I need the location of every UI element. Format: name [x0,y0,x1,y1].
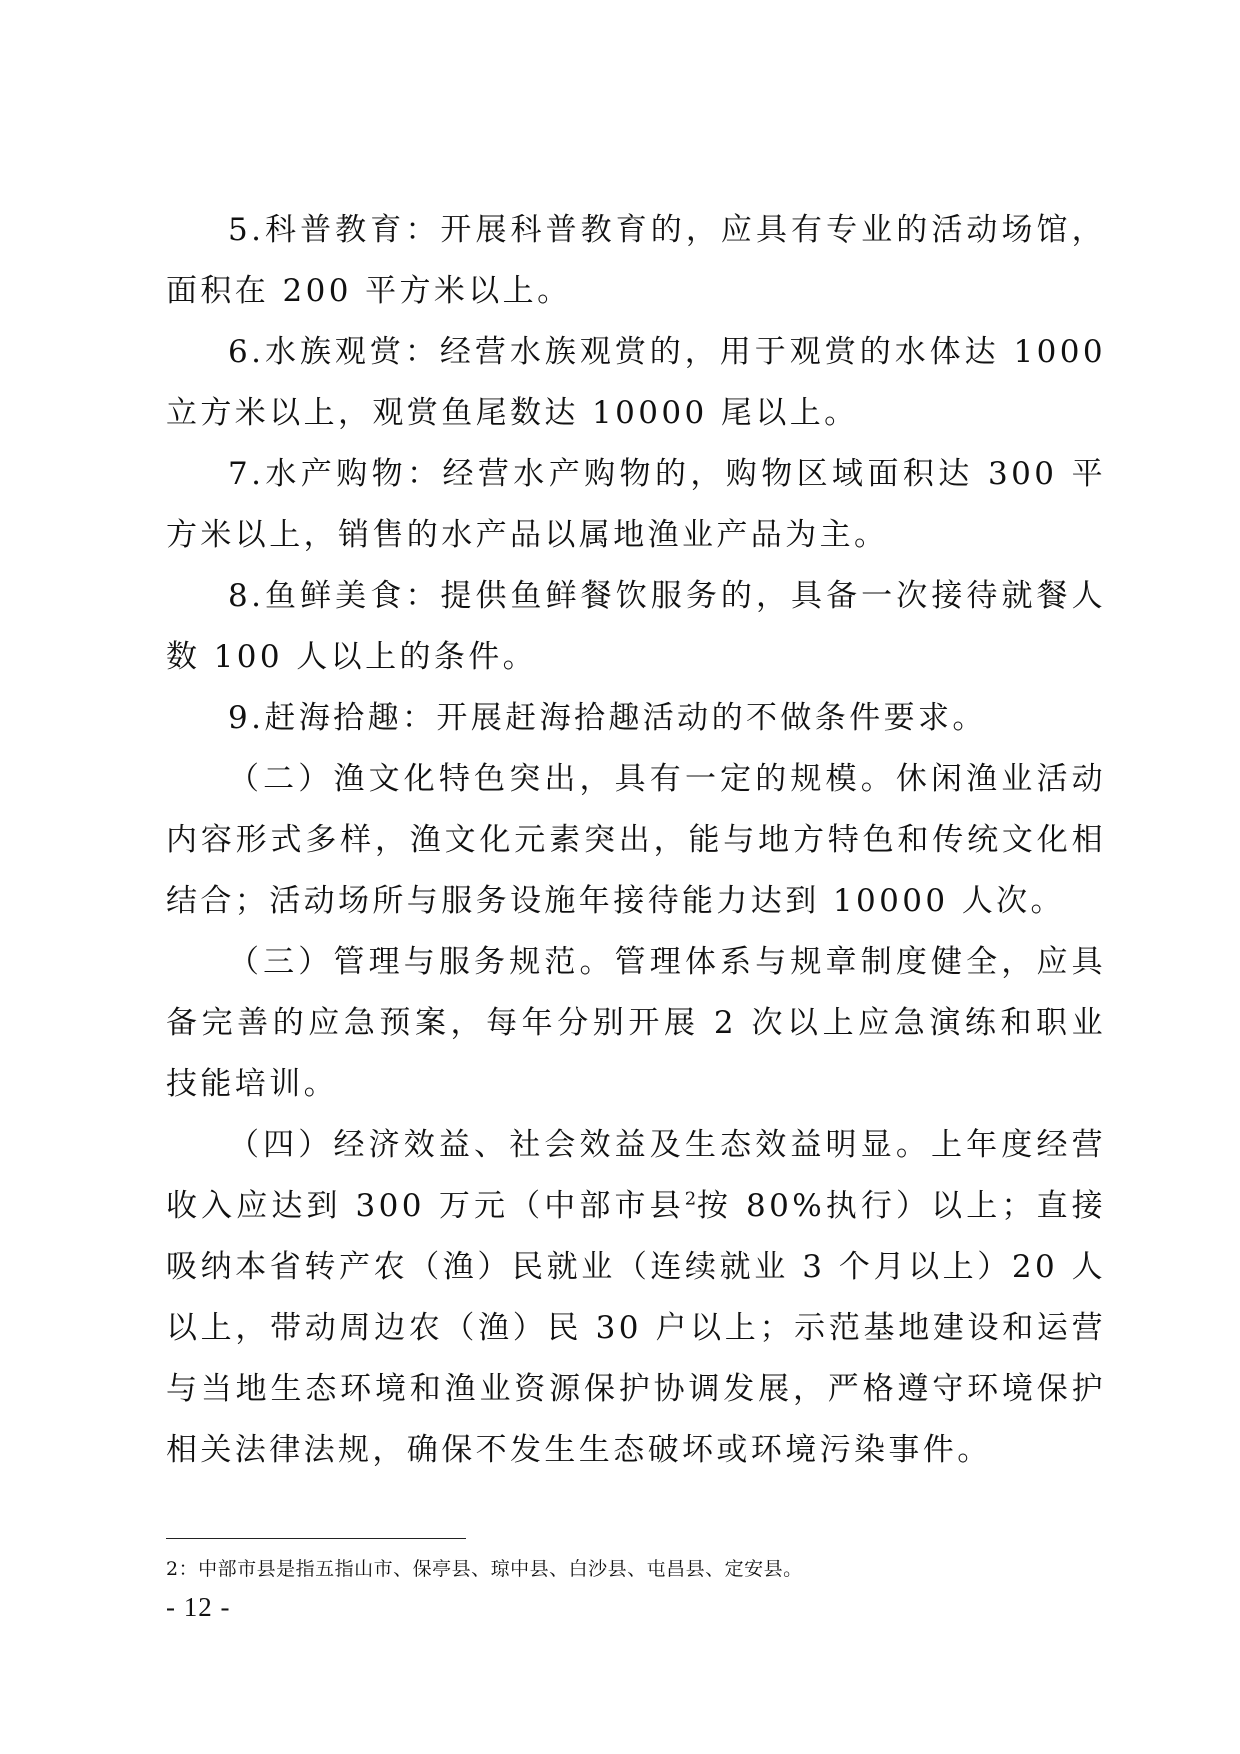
paragraph-aquarium-viewing: 6.水族观赏：经营水族观赏的，用于观赏的水体达 1000 立方米以上，观赏鱼尾数达 10000 尾以上。 [166,334,1106,431]
section-4-text-start: （四）经济效益、社会效益及生态效益明显。上年度经营收入应达到 300 万元（中部市县 [166,1127,1106,1224]
paragraph-beachcombing: 9.赶海拾趣：开展赶海拾趣活动的不做条件要求。 [228,700,987,736]
paragraph-science-education: 5.科普教育：开展科普教育的，应具有专业的活动场馆，面积在 200 平方米以上。 [166,212,1106,309]
page-number: - 12 - [166,1592,231,1622]
paragraph-aquatic-shopping: 7.水产购物：经营水产购物的，购物区域面积达 300 平方米以上，销售的水产品以属地渔业产品为主。 [166,456,1106,553]
footnote-separator [166,1538,466,1539]
body-text [166,200,1106,1481]
paragraph-section-2: （二）渔文化特色突出，具有一定的规模。休闲渔业活动内容形式多样，渔文化元素突出，能与地方特色和传统文化相结合；活动场所与服务设施年接待能力达到 10000 人次。 [166,761,1106,919]
paragraph-section-4 [166,1115,1106,1481]
paragraph-seafood-dining: 8.鱼鲜美食：提供鱼鲜餐饮服务的，具备一次接待就餐人数 100 人以上的条件。 [166,578,1106,675]
paragraph-section-3: （三）管理与服务规范。管理体系与规章制度健全，应具备完善的应急预案，每年分别开展 2 次以上应急演练和职业技能培训。 [166,944,1106,1102]
footnote: 2：中部市县是指五指山市、保亭县、琼中县、白沙县、屯昌县、定安县。 [166,1558,803,1580]
section-4-text-end: 按 80%执行）以上；直接吸纳本省转产农（渔）民就业（连续就业 3 个月以上）20 人以上，带动周边农（渔）民 30 户以上；示范基地建设和运营与当地生态环境和渔业资源保护协调发展，严格遵守环境保护相关法律法规，确保不发生生态破坏或环境污染事件。 [166,1188,1106,1468]
footnote-reference: 2 [684,1188,697,1210]
